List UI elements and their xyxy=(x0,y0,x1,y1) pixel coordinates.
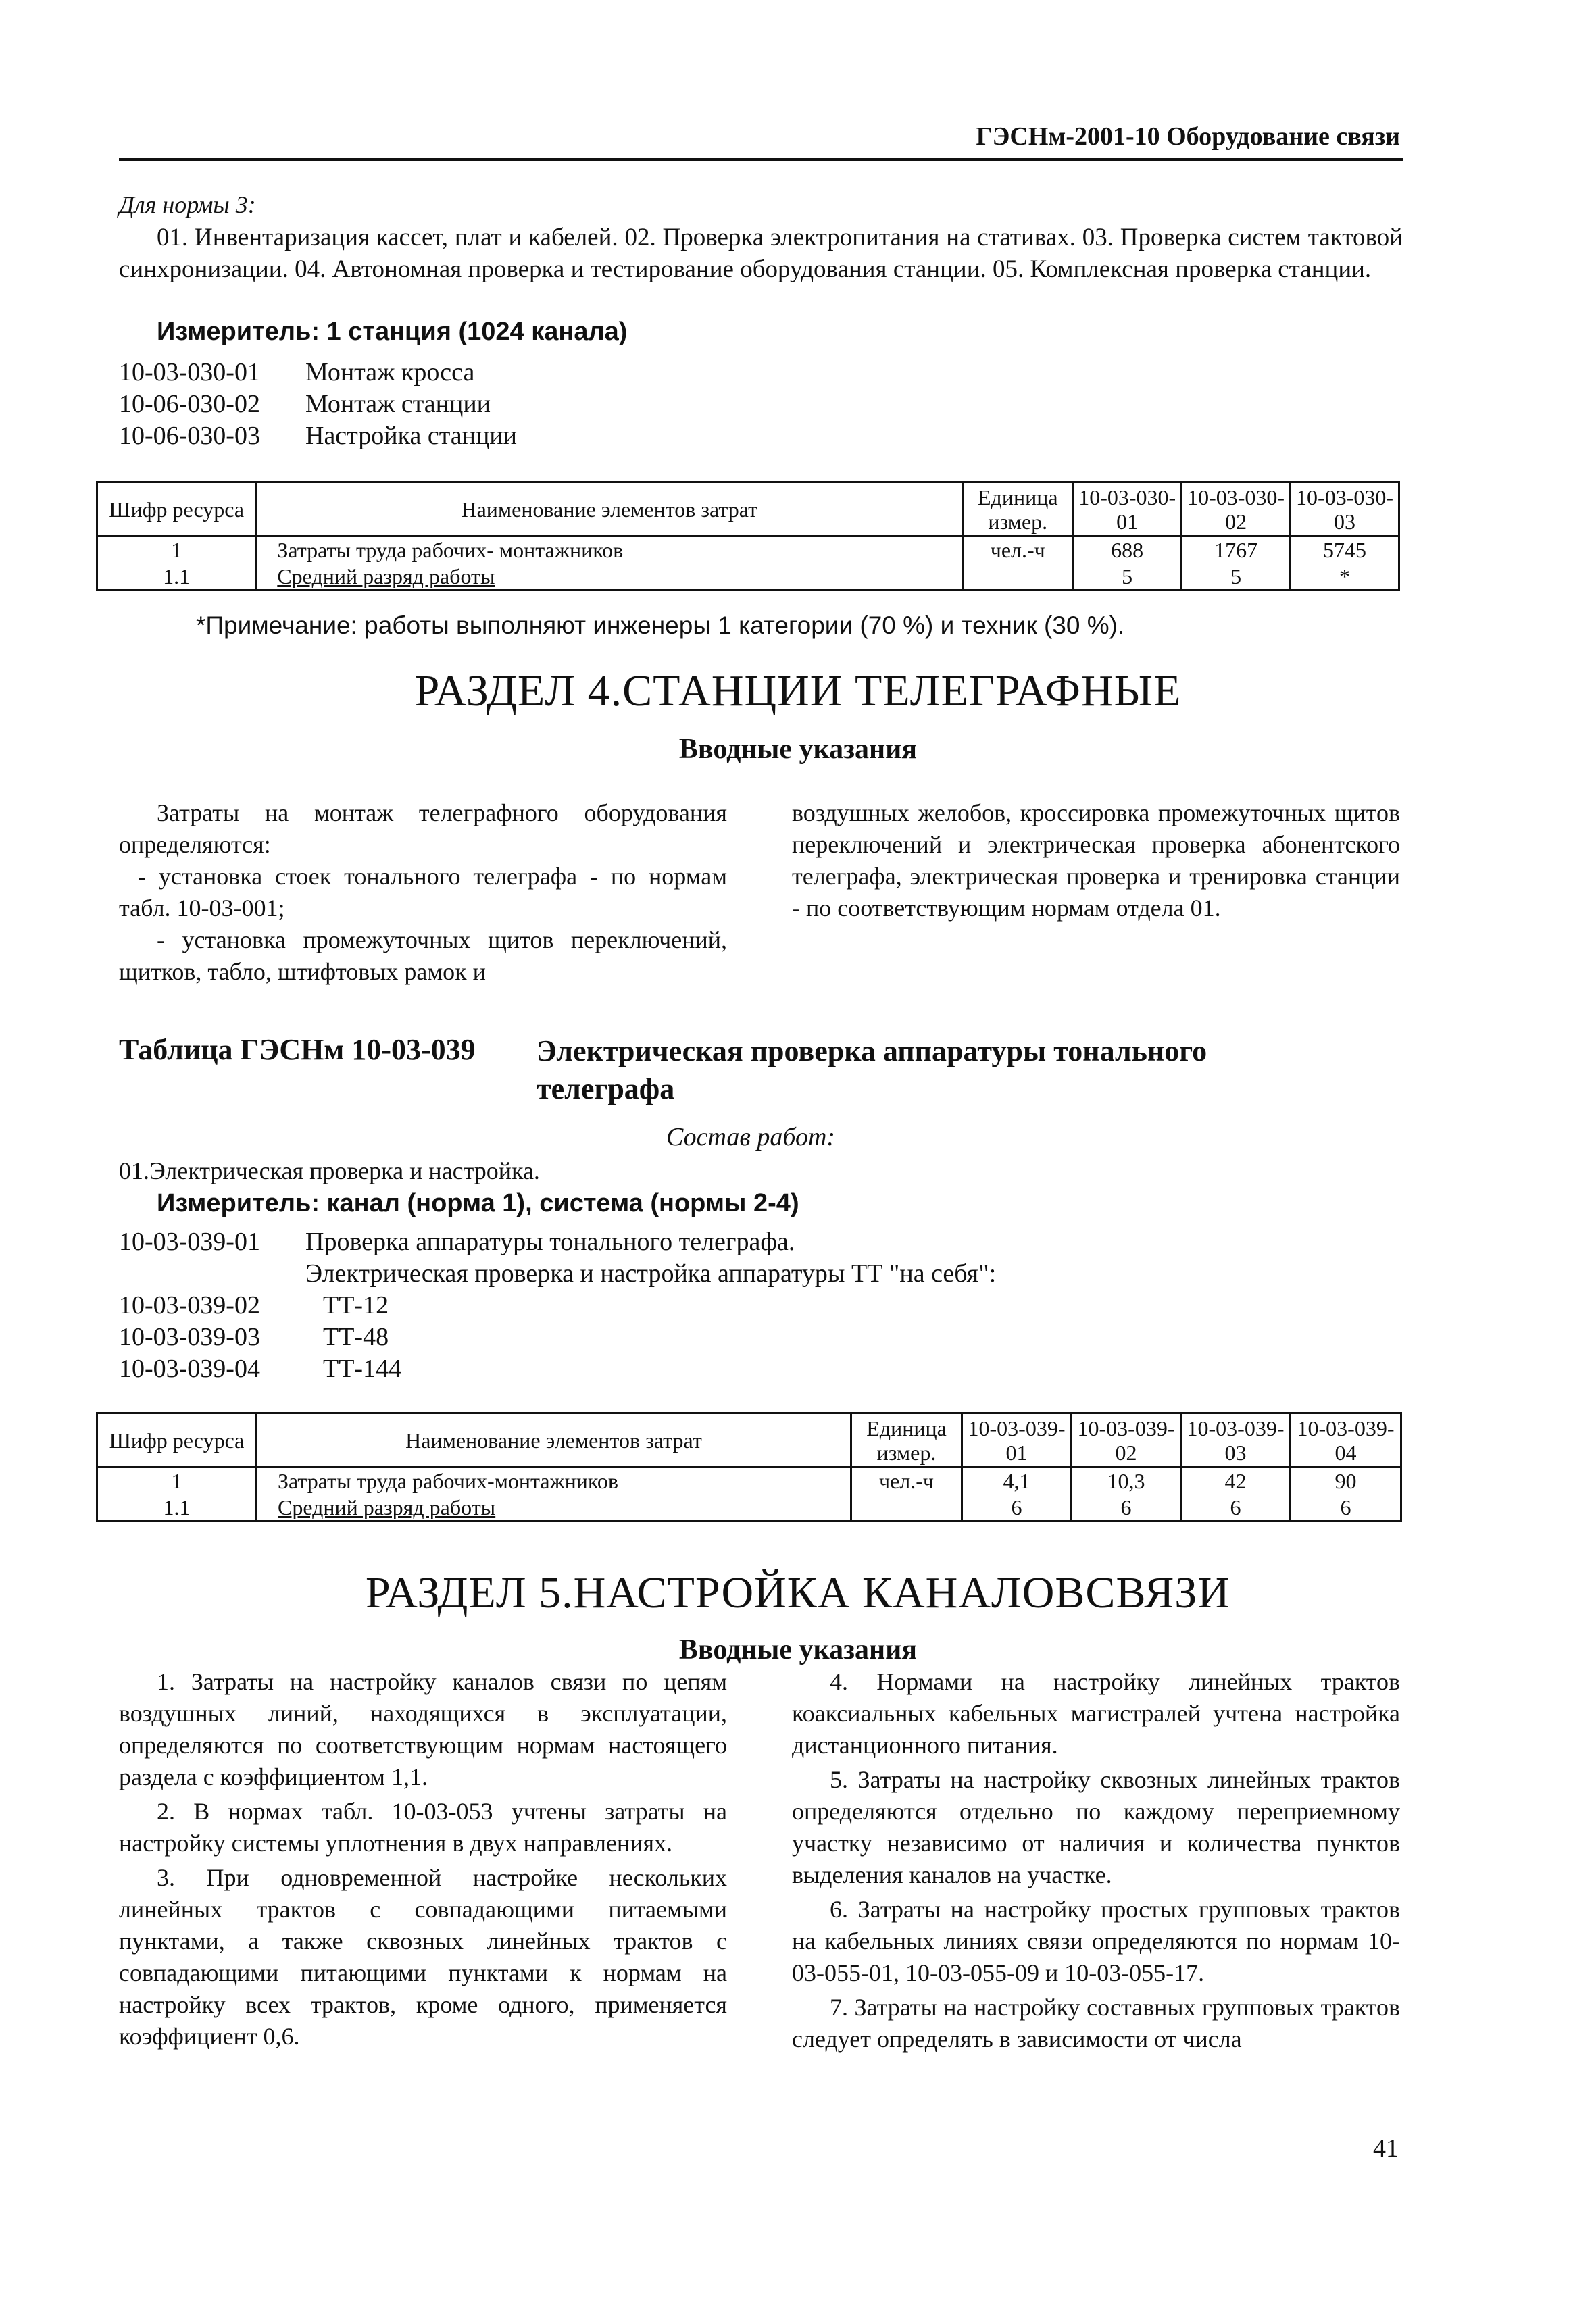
section5-intro-title: Вводные указания xyxy=(678,1634,918,1665)
header-unit: Единица измер. xyxy=(963,482,1073,536)
cell-value: 6 xyxy=(1291,1494,1401,1521)
code: 10-03-039-04 xyxy=(119,1355,260,1383)
table-row xyxy=(97,563,1399,590)
code-name: Монтаж кросса xyxy=(305,358,475,386)
header-col2: 10-03-030-02 xyxy=(1182,482,1291,536)
code: 10-06-030-03 xyxy=(119,422,260,450)
header-col3: 10-03-039-03 xyxy=(1181,1413,1291,1467)
code-name: Монтаж станции xyxy=(305,390,491,418)
paragraph: 6. Затраты на настройку простых групповых трактов на кабельных линиях связи определяются по нормам 10-03-055-01, 10-03-055-09 и 10-03-055-17. xyxy=(792,1896,1400,1986)
paragraph: 1. Затраты на настройку каналов связи по цепям воздушных линий, находящихся в эксплуатации, определяются по соответствующим нормам настоящего раздела с коэффициентом 1,1. xyxy=(119,1668,727,1790)
cell-value: 10,3 xyxy=(1072,1467,1181,1494)
table039-works: 01.Электрическая проверка и настройка. xyxy=(119,1157,540,1184)
running-header: ГЭСНм-2001-10 Оборудование связи xyxy=(976,122,1400,151)
section4-intro-title: Вводные указания xyxy=(678,734,918,765)
code-name: Настройка станции xyxy=(305,422,517,450)
cell-value: 6 xyxy=(1181,1494,1291,1521)
header-name: Наименование элементов затрат xyxy=(257,1413,851,1467)
norm3-cost-table xyxy=(96,481,1400,591)
code: 10-06-030-02 xyxy=(119,390,260,418)
paragraph: 2. В нормах табл. 10-03-053 учтены затраты на настройку системы уплотнения в двух направлениях. xyxy=(119,1798,727,1857)
norm3-note: *Примечание: работы выполняют инженеры 1 категории (70 %) и техник (30 %). xyxy=(196,611,1125,639)
cell-name: Затраты труда рабочих-монтажников xyxy=(257,1467,851,1494)
table-row xyxy=(97,536,1399,563)
code-row xyxy=(119,1290,996,1322)
cell-value: 4,1 xyxy=(962,1467,1072,1494)
section5-right-column xyxy=(792,1666,1400,2055)
section4-col2: воздушных желобов, кроссировка промежуточных щитов переключений и электрическая проверка абонентского телеграфа, электрическая проверка и тренировка станции - по соответствующим нормам отдела 01. xyxy=(792,799,1400,922)
code-name: ТТ-144 xyxy=(323,1355,402,1383)
table039-title: Электрическая проверка аппаратуры тонального телеграфа xyxy=(537,1034,1207,1105)
cell-value: 1767 xyxy=(1182,536,1291,563)
code-name: ТТ-48 xyxy=(323,1323,389,1351)
table-header-row xyxy=(97,482,1399,536)
cell-value: 5 xyxy=(1182,563,1291,590)
table-header-row xyxy=(97,1413,1401,1467)
table039-label: Таблица ГЭСНм 10-03-039 xyxy=(119,1033,476,1066)
cell-value: 90 xyxy=(1291,1467,1401,1494)
paragraph: 5. Затраты на настройку сквозных линейных трактов определяются отдельно по каждому переприемному участку независимо от наличия и количества пунктов выделения каналов на участке. xyxy=(792,1766,1400,1888)
code-row xyxy=(119,388,517,420)
code-name: Электрическая проверка и настройка аппаратуры ТТ "на себя": xyxy=(305,1259,997,1288)
norm3-code-list xyxy=(119,357,517,452)
section5-left-column xyxy=(119,1666,727,2053)
cell-code: 1 xyxy=(97,536,256,563)
table-row xyxy=(97,1494,1401,1521)
cell-value: 688 xyxy=(1073,536,1182,563)
code-row xyxy=(119,1353,996,1385)
cell-code: 1.1 xyxy=(97,1494,257,1521)
paragraph: 3. При одновременной настройке нескольких линейных трактов с совпадающими питаемыми пунктами, а также сквозных линейных трактов с совпадающими питающими пунктами к нормам на настройку всех трактов, кроме одного, применяется коэффициент 0,6. xyxy=(119,1864,727,2050)
section4-title: РАЗДЕЛ 4.СТАНЦИИ ТЕЛЕГРАФНЫЕ xyxy=(414,666,1182,715)
table039-cost-table xyxy=(96,1412,1402,1522)
code-row xyxy=(119,357,517,388)
header-rule xyxy=(119,158,1403,161)
table039-meter: Измеритель: канал (норма 1), система (нормы 2-4) xyxy=(157,1189,799,1217)
code-name: ТТ-12 xyxy=(323,1291,389,1319)
works-label: Состав работ: xyxy=(666,1123,836,1151)
page-number: 41 xyxy=(1373,2134,1399,2163)
code xyxy=(119,1258,305,1290)
header-col2: 10-03-039-02 xyxy=(1072,1413,1181,1467)
norm3-works: 01. Инвентаризация кассет, плат и кабелей. 02. Проверка электропитания на стативах. 03. Проверка систем тактовой синхронизации. 04. Автономная проверка и тестирование оборудования станции. 05. Комплексная проверка станции. xyxy=(119,224,1403,283)
cell-code: 1.1 xyxy=(97,563,256,590)
header-name: Наименование элементов затрат xyxy=(256,482,963,536)
code: 10-03-039-02 xyxy=(119,1291,260,1319)
header-unit: Единица измер. xyxy=(851,1413,962,1467)
cell-unit: чел.-ч xyxy=(963,536,1073,563)
norm3-label: Для нормы 3: xyxy=(119,191,256,218)
norm3-meter: Измеритель: 1 станция (1024 канала) xyxy=(157,318,628,346)
header-col3: 10-03-030-03 xyxy=(1291,482,1399,536)
section4-col1-p1: Затраты на монтаж телеграфного оборудования определяются: xyxy=(119,799,727,858)
header-col4: 10-03-039-04 xyxy=(1291,1413,1401,1467)
section4-col1-p3: - установка промежуточных щитов переключений, щитков, табло, штифтовых рамок и xyxy=(119,926,727,985)
code: 10-03-039-03 xyxy=(119,1323,260,1351)
code-name: Проверка аппаратуры тонального телеграфа. xyxy=(305,1228,795,1256)
cell-name: Средний разряд работы xyxy=(257,1494,851,1521)
cell-value: 6 xyxy=(962,1494,1072,1521)
table039-code-list xyxy=(119,1226,996,1385)
section4-col1-p2: - установка стоек тонального телеграфа - по нормам табл. 10-03-001; xyxy=(119,863,727,922)
header-code: Шифр ресурса xyxy=(97,1413,257,1467)
cell-name: Затраты труда рабочих- монтажников xyxy=(256,536,963,563)
code-row xyxy=(119,1258,996,1290)
code-row xyxy=(119,420,517,452)
cell-value: * xyxy=(1291,563,1399,590)
code: 10-03-039-01 xyxy=(119,1228,260,1256)
cell-unit xyxy=(963,563,1073,590)
header-code: Шифр ресурса xyxy=(97,482,256,536)
table-row xyxy=(97,1467,1401,1494)
cell-value: 5745 xyxy=(1291,536,1399,563)
code: 10-03-030-01 xyxy=(119,358,260,386)
section5-title: РАЗДЕЛ 5.НАСТРОЙКА КАНАЛОВСВЯЗИ xyxy=(366,1568,1230,1617)
cell-name: Средний разряд работы xyxy=(256,563,963,590)
cell-code: 1 xyxy=(97,1467,257,1494)
code-row xyxy=(119,1226,996,1258)
header-col1: 10-03-039-01 xyxy=(962,1413,1072,1467)
cell-unit xyxy=(851,1494,962,1521)
code-row xyxy=(119,1322,996,1353)
cell-value: 42 xyxy=(1181,1467,1291,1494)
paragraph: 4. Нормами на настройку линейных трактов коаксиальных кабельных магистралей учтена настройка дистанционного питания. xyxy=(792,1668,1400,1759)
cell-value: 6 xyxy=(1072,1494,1181,1521)
cell-unit: чел.-ч xyxy=(851,1467,962,1494)
header-col1: 10-03-030-01 xyxy=(1073,482,1182,536)
cell-value: 5 xyxy=(1073,563,1182,590)
paragraph: 7. Затраты на настройку составных групповых трактов следует определять в зависимости от числа xyxy=(792,1994,1400,2053)
